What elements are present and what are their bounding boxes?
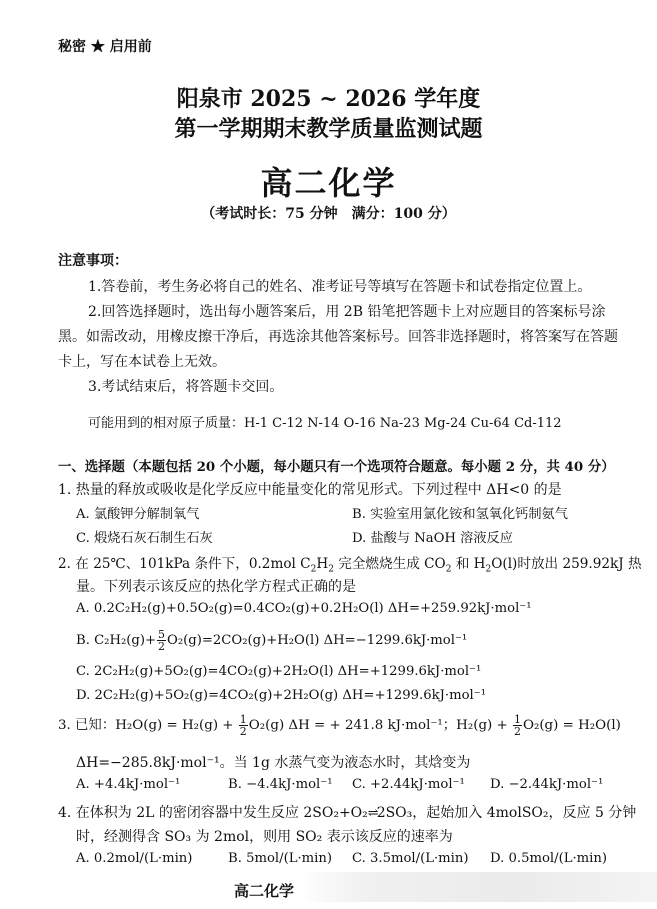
- q3-fraction-1: [239, 714, 248, 737]
- page-footer: 高二化学: [234, 882, 295, 900]
- q3-stem-mid: O₂(g) ΔH = + 241.8 kJ·mol⁻¹；H₂(g) +: [248, 718, 508, 733]
- q2-stem-part-c: 和 H: [455, 556, 486, 572]
- atomic-masses: 可能用到的相对原子质量：H-1 C-12 N-14 O-16 Na-23 Mg-24 Cu-64 Cd-112: [88, 416, 562, 431]
- q3-stem-line1: [58, 714, 621, 737]
- notice-title: 注意事项：: [58, 253, 128, 269]
- q3-fraction-1-den: 2: [239, 725, 247, 738]
- q4-option-d: D. 0.5mol/(L·min): [490, 851, 608, 866]
- q2-option-b-fraction: [157, 629, 166, 652]
- subject-title: 高二化学: [260, 164, 397, 202]
- q3-option-d: D. −2.44kJ·mol⁻¹: [490, 777, 604, 792]
- q2-option-b-post: O₂(g)=2CO₂(g)+H₂O(l) ΔH=−1299.6kJ·mol⁻¹: [167, 633, 468, 648]
- q2-option-c: C. 2C₂H₂(g)+5O₂(g)=4CO₂(g)+2H₂O(l) ΔH=+1299.6kJ·mol⁻¹: [76, 664, 482, 679]
- equilibrium-arrow-icon: ⇌: [367, 806, 377, 821]
- q4-stem-post: 2SO₃，起始加入 4molSO₂，反应 5 分钟: [376, 805, 637, 821]
- footer-blur-overlay: [298, 872, 657, 902]
- notice-line-1: 1.答卷前，考生务必将自己的姓名、准考证号等填写在答题卡和试卷指定位置上。: [88, 279, 592, 295]
- notice-line-5: 3.考试结束后，将答题卡交回。: [88, 379, 284, 395]
- section-1-title: 一、选择题（本题包括 20 个小题，每小题只有一个选项符合题意。每小题 2 分，共 40 分）: [58, 459, 615, 475]
- notice-line-3: 黑。如需改动，用橡皮擦干净后，再选涂其他答案标号。回答非选择题时，将答案写在答题: [58, 329, 618, 345]
- q2-stem-part-d: O(l)时放出 259.92kJ 热: [491, 556, 642, 572]
- q4-option-a: A. 0.2mol/(L·min): [76, 851, 193, 866]
- q2-fraction-num: 5: [158, 628, 166, 641]
- q2-stem-line1: 2. 在 25℃、101kPa 条件下，0.2mol $C_2H_2$ 完全燃烧生成 $CO_2$ 和 $H_2O(l)$时放出 259.92kJ 热: [58, 556, 642, 575]
- q3-option-c: C. +2.44kJ·mol⁻¹: [352, 777, 465, 792]
- q2-option-b-pre: B. C₂H₂(g)+: [76, 633, 157, 648]
- q4-stem-line2: 时，经测得含 SO₃ 为 2mol，则用 SO₂ 表示该反应的速率为: [76, 829, 453, 845]
- q4-stem-pre: 4. 在体积为 2L 的密闭容器中发生反应 2SO₂+O₂: [58, 805, 368, 821]
- q1-option-b: B. 实验室用氯化铵和氢氧化钙制氨气: [352, 507, 568, 522]
- q1-stem: 1. 热量的释放或吸收是化学反应中能量变化的常见形式。下列过程中 ΔH<0 的是: [58, 482, 562, 498]
- q3-fraction-2-num: 1: [513, 713, 521, 726]
- q1-option-d: D. 盐酸与 NaOH 溶液反应: [352, 531, 513, 546]
- notice-line-2: 2.回答选择题时，选出每小题答案后，用 2B 铅笔把答题卡上对应题目的答案标号涂: [88, 304, 606, 320]
- exam-info: （考试时长：75 分钟 满分：100 分）: [201, 206, 456, 222]
- q3-fraction-2-den: 2: [513, 725, 521, 738]
- secret-label: 秘密 ★ 启用前: [58, 39, 152, 55]
- q2-stem-part-b: 完全燃烧生成 CO: [338, 556, 446, 572]
- q3-option-a: A. +4.4kJ·mol⁻¹: [76, 777, 181, 792]
- q4-stem-line1: [58, 802, 636, 822]
- q2-option-d: D. 2C₂H₂(g)+5O₂(g)=4CO₂(g)+2H₂O(g) ΔH=+1299.6kJ·mol⁻¹: [76, 688, 487, 703]
- q2-stem-line2: 量。下列表示该反应的热化学方程式正确的是: [76, 579, 356, 595]
- q1-option-a: A. 氯酸钾分解制氧气: [76, 507, 200, 522]
- q2-option-b: [76, 629, 467, 652]
- exam-title-line2: 第一学期期末教学质量监测试题: [174, 116, 483, 142]
- q2-fraction-den: 2: [158, 640, 166, 653]
- q1-option-c: C. 煅烧石灰石制生石灰: [76, 531, 213, 546]
- q3-stem-post: O₂(g) = H₂O(l): [522, 718, 621, 733]
- q3-stem-pre: 3. 已知：H₂O(g) = H₂(g) +: [58, 718, 234, 733]
- q3-fraction-2: [513, 714, 522, 737]
- q4-option-c: C. 3.5mol/(L·min): [352, 851, 469, 866]
- exam-title-line1: 阳泉市 2025 ~ 2026 学年度: [176, 86, 481, 112]
- q2-option-a: A. 0.2C₂H₂(g)+0.5O₂(g)=0.4CO₂(g)+0.2H₂O(l) ΔH=+259.92kJ·mol⁻¹: [76, 601, 532, 616]
- notice-line-4: 卡上，写在本试卷上无效。: [58, 354, 226, 370]
- q2-stem-part-a: 2. 在 25℃、101kPa 条件下，0.2mol C: [58, 556, 311, 572]
- q4-option-b: B. 5mol/(L·min): [228, 851, 333, 866]
- q3-fraction-1-num: 1: [239, 713, 247, 726]
- q3-option-b: B. −4.4kJ·mol⁻¹: [228, 777, 333, 792]
- q3-stem-line2: ΔH=−285.8kJ·mol⁻¹。当 1g 水蒸气变为液态水时，其焓变为: [76, 755, 471, 771]
